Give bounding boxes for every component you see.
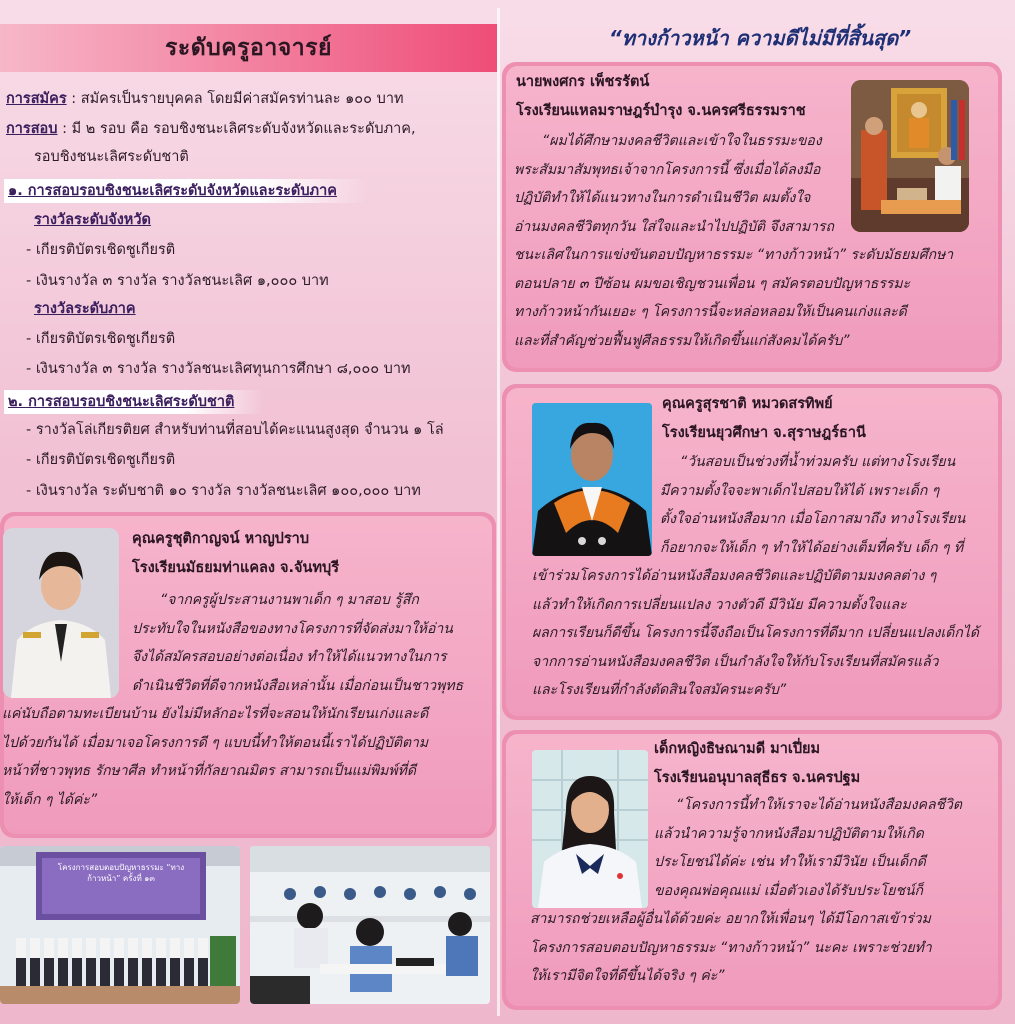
quote-line: ผลการเรียนก็ดีขึ้น โครงการนี้จึงถือเป็นโครงการที่ดีมาก เปลี่ยนแปลงเด็กได้ [532,625,979,641]
quote-line: จากการอ่านหนังสือมงคลชีวิต เป็นกำลังใจให้กับโรงเรียนที่สมัครแล้ว [532,653,939,670]
quote-line: ให้เรามีจิตใจที่ดีขึ้นได้จริง ๆ ค่ะ” [530,968,725,984]
quote-line: แค่นับถือตามทะเบียนบ้าน ยังไม่มีหลักอะไรที่จะสอนให้นักเรียนเก่งและดี [2,706,429,722]
quote-line: ชนะเลิศในการแข่งขันตอบปัญหาธรรมะ “ทางก้าวหน้า” ระดับมัธยมศึกษา [514,247,954,263]
exam-row-2: รอบชิงชนะเลิศระดับชาติ [34,149,189,165]
quote-line: ดำเนินชีวิตที่ดีจากหนังสือเหล่านั้น เมื่อก่อนเป็นชาวพุทธ [132,677,464,694]
teacher-level-banner [0,24,497,72]
apply-label: การสมัคร [6,91,67,107]
quote-line: ทางก้าวหน้ากันเยอะ ๆ โครงการนี้จะหล่อหลอมให้เป็นคนเก่งและดี [514,304,907,320]
quote-line: หน้าที่ชาวพุทธ รักษาศีล ทำหน้าที่กัลยาณมิตร สามารถเป็นแม่พิมพ์ที่ดี [2,763,416,779]
exam-hall-photo [250,846,490,1004]
quote-line: แล้วนำความรู้จากหนังสือมาปฏิบัติตามให้เกิด [654,825,924,842]
section1-title: ๑. การสอบรอบชิงชนะเลิศระดับจังหวัดและระดับภาค [4,179,367,203]
quote-line: จึงได้สมัครสอบอย่างต่อเนื่อง ทำให้ได้แนวทางในการ [132,649,447,665]
quote-line: เข้าร่วมโครงการได้อ่านหนังสือมงคลชีวิตและปฏิบัติตามมงคลต่าง ๆ [532,568,937,584]
card1-school: โรงเรียนแหลมราษฎร์บำรุง จ.นครศรีธรรมราช [516,103,806,119]
card2-quote [508,448,998,705]
province-item: - เงินรางวัล ๓ รางวัล รางวัลชนะเลิศ ๑,๐๐๐ บาท [26,273,329,289]
exam-text: : มี ๒ รอบ คือ รอบชิงชนะเลิศระดับจังหวัดและระดับภาค, [57,121,416,137]
card1-name: นายพงศกร เพ็ชรรัตน์ [516,74,650,90]
national-item: - เกียรติบัตรเชิดชูเกียรติ [26,452,176,468]
quote-line: “โครงการนี้ทำให้เราจะได้อ่านหนังสือมงคลชีวิต [676,797,962,813]
card1-quote [508,127,998,355]
national-item: - เงินรางวัล ระดับชาติ ๑๐ รางวัล รางวัลชนะเลิศ ๑๐๐,๐๐๐ บาท [26,483,421,499]
quote-line: ตั้งใจอ่านหนังสือมาก เมื่อโอกาสมาถึง ทางโรงเรียน [660,511,966,527]
quote-line: มีความตั้งใจจะพาเด็กไปสอบให้ได้ เพราะเด็ก ๆ [660,482,940,499]
quote-line: แล้วทำให้เกิดการเปลี่ยนแปลง วางตัวดี มีวินัย มีความตั้งใจและ [532,596,907,613]
banner-title: ระดับครูอาจารย์ [165,35,332,61]
quote-line: ปฏิบัติทำให้ได้แนวทางในการดำเนินชีวิต ผมตั้งใจ [514,190,811,206]
exam-label: การสอบ [6,121,58,137]
province-item: - เกียรติบัตรเชิดชูเกียรติ [26,242,176,258]
quote-line: และที่สำคัญช่วยฟื้นฟูศีลธรรมให้เกิดขึ้นแก่สังคมได้ครับ” [514,332,850,349]
quote-line: ประทับใจในหนังสือของทางโครงการที่จัดส่งมาให้อ่าน [132,620,453,637]
quote-line: และโรงเรียนที่กำลังตัดสินใจสมัครนะครับ” [532,682,787,698]
exam-hall-image [250,846,490,1004]
region-item: - เกียรติบัตรเชิดชูเกียรติ [26,331,176,347]
award-ceremony-photo [0,846,240,1004]
quote-line: ประโยชน์ได้ค่ะ เช่น ทำให้เรามีวินัย เป็นเด็กดี [654,854,926,870]
slogan-heading: “ทางก้าวหน้า ความดีไม่มีที่สิ้นสุด” [608,26,912,50]
quote-line: อ่านมงคลชีวิตทุกวัน ใส่ใจและนำไปปฏิบัติ จึงสามารถ [514,218,835,235]
section2-row [4,387,264,417]
region-title: รางวัลระดับภาค [34,301,136,317]
quote-line: พระสัมมาสัมพุทธเจ้าจากโครงการนี้ ซึ่งเมื่อได้ลงมือ [514,161,821,178]
apply-text: : สมัครเป็นรายบุคคล โดยมีค่าสมัครท่านละ ๑๐๐ บาท [66,91,404,107]
province-title: รางวัลระดับจังหวัด [34,212,151,228]
section2-title: ๒. การสอบรอบชิงชนะเลิศระดับชาติ [4,390,264,414]
section1-row [4,176,367,206]
teacher-name: คุณครูชุติกาญจน์ หาญปราบ [132,531,310,547]
quote-line: “วันสอบเป็นช่วงที่น้ำท่วมครับ แต่ทางโรงเรียน [680,454,956,470]
quote-line: ไปด้วยกันได้ เมื่อมาเจอโครงการดี ๆ แบบนี้ทำให้ตอนนี้เราได้ปฏิบัติตาม [2,734,429,751]
card3-name: เด็กหญิงธิษณามดี มาเปี่ยม [654,741,821,757]
quote-line: สามารถช่วยเหลือผู้อื่นได้ด้วยค่ะ อยากให้เพื่อนๆ ได้มีโอกาสเข้าร่วม [530,911,931,927]
teacher-quote [0,586,494,814]
quote-line: “จากครูผู้ประสานงานพาเด็ก ๆ มาสอบ รู้สึก [160,592,419,608]
national-item: - รางวัลโล่เกียรติยศ สำหรับท่านที่สอบได้คะแนนสูงสุด จำนวน ๑ โล่ [26,422,444,438]
exam-row [6,114,416,144]
quote-line: โครงการสอบตอบปัญหาธรรมะ “ทางก้าวหน้า” นะคะ เพราะช่วยทำ [530,939,932,956]
apply-row [6,84,404,114]
card3-quote [508,791,998,991]
quote-line: ให้เด็ก ๆ ได้ค่ะ” [2,791,98,808]
event-banner-text: โครงการสอบตอบปัญหาธรรมะ “ทางก้าวหน้า” ครั้งที่ ๑๓ [57,863,185,883]
quote-line: ก็อยากจะให้เด็ก ๆ ทำให้ได้อย่างเต็มที่ครับ เด็ก ๆ ที่ [660,539,964,556]
card3-school: โรงเรียนอนุบาลสุธีธร จ.นครปฐม [654,770,861,786]
quote-line: “ผมได้ศึกษามงคลชีวิตและเข้าใจในธรรมะของ [542,133,822,149]
quote-line: ของคุณพ่อคุณแม่ เมื่อตัวเองได้รับประโยชน์ก็ [654,882,924,899]
region-item: - เงินรางวัล ๓ รางวัล รางวัลชนะเลิศทุนการศึกษา ๘,๐๐๐ บาท [26,361,411,377]
card2-name: คุณครูสุรชาติ หมวดสรทิพย์ [662,396,833,412]
column-divider [497,8,500,1016]
teacher-school: โรงเรียนมัธยมท่าแคลง จ.จันทบุรี [132,560,339,576]
card2-school: โรงเรียนยุวศึกษา จ.สุราษฎร์ธานี [662,425,866,441]
quote-line: ตอนปลาย ๓ ปีซ้อน ผมขอเชิญชวนเพื่อน ๆ สมัครตอบปัญหาธรรมะ [514,275,911,292]
